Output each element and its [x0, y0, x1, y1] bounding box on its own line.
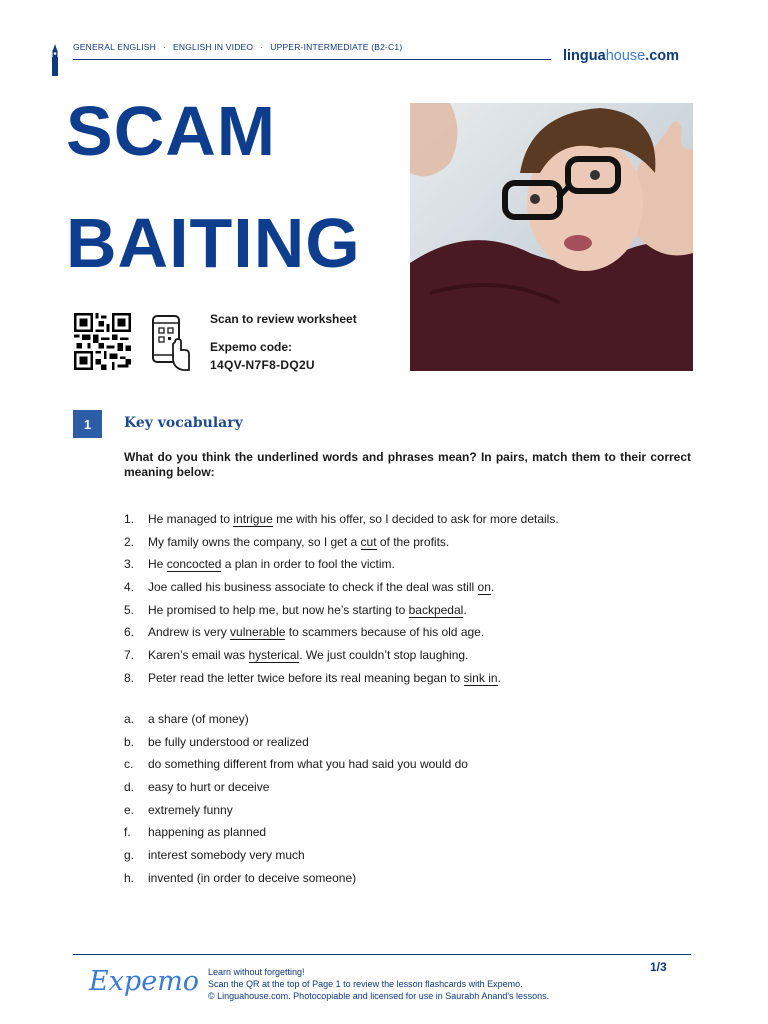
section-number-badge: 1 — [73, 410, 102, 438]
sentence-text: He promised to help me, but now he’s starting to backpedal. — [148, 602, 467, 617]
item-number: 3. — [124, 557, 135, 572]
sentence-text: Joe called his business associate to check if the deal was still on. — [148, 580, 495, 595]
item-letter: a. — [124, 712, 135, 726]
item-number: 7. — [124, 648, 135, 663]
expemo-code-value: 14QV-N7F8-DQ2U — [210, 358, 315, 372]
item-number: 8. — [124, 670, 135, 685]
expemo-code-label: Expemo code: — [210, 340, 293, 354]
meaning-text: interest somebody very much — [148, 848, 305, 863]
underlined-term: cut — [360, 534, 377, 549]
qr-code-icon[interactable] — [73, 313, 132, 370]
header-divider — [73, 59, 551, 60]
sentence-text: Peter read the letter twice before its real meaning began to sink in. — [148, 670, 501, 685]
footer-tagline: Learn without forgetting! — [208, 967, 305, 977]
exercise-instructions: What do you think the underlined words and phrases mean? In pairs, match them to their correct meaning below: — [124, 450, 691, 479]
meaning-text: be fully understood or realized — [148, 734, 309, 749]
item-letter: e. — [124, 802, 135, 817]
item-letter: f. — [124, 825, 131, 840]
meaning-text: invented (in order to deceive someone) — [148, 870, 357, 885]
item-letter: d. — [124, 780, 135, 795]
meaning-text: a share (of money) — [148, 712, 249, 726]
scan-label: Scan to review worksheet — [210, 312, 357, 326]
meaning-text: happening as planned — [148, 825, 267, 840]
section-title: Key vocabulary — [124, 415, 243, 431]
item-number: 2. — [124, 534, 135, 549]
big-ben-icon — [50, 44, 60, 76]
hero-photo-art — [410, 103, 693, 371]
footer-scan-note: Scan the QR at the top of Page 1 to review the lesson flashcards with Expemo. — [208, 979, 523, 989]
brand-light: house — [605, 48, 646, 64]
brand-logo[interactable] — [563, 48, 679, 64]
crumb-separator: · — [163, 42, 167, 52]
sentence-text: He concocted a plan in order to fool the victim. — [148, 557, 395, 572]
sentence-text: Andrew is very vulnerable to scammers because of his old age. — [148, 625, 485, 640]
crumb-grade[interactable]: UPPER-INTERMEDIATE (B2-C1) — [270, 42, 403, 52]
underlined-term: concocted — [166, 557, 222, 572]
crumb-level[interactable]: GENERAL ENGLISH — [73, 42, 156, 52]
phone-scan-icon — [151, 314, 191, 372]
breadcrumb — [73, 42, 402, 52]
footer-text — [208, 966, 549, 1002]
underlined-term: intrigue — [233, 512, 273, 526]
page-title-line2: BAITING — [66, 204, 361, 282]
footer-copyright: © Linguahouse.com. Photocopiable and licensed for use in Saurabh Anand's lessons. — [208, 991, 550, 1001]
item-letter: b. — [124, 734, 135, 749]
item-number: 1. — [124, 512, 135, 526]
item-number: 6. — [124, 625, 135, 640]
sentence-text: My family owns the company, so I get a cut of the profits. — [148, 534, 450, 549]
item-letter: c. — [124, 757, 134, 772]
brand-bold: lingua — [563, 48, 606, 64]
expemo-logo[interactable]: Expemo — [89, 966, 200, 997]
meaning-text: easy to hurt or deceive — [148, 780, 270, 795]
meaning-text: extremely funny — [148, 802, 233, 817]
page-number: 1/3 — [650, 960, 667, 974]
crumb-separator: · — [260, 42, 264, 52]
underlined-term: on — [477, 580, 491, 595]
item-number: 4. — [124, 580, 135, 595]
meaning-text: do something different from what you had said you would do — [148, 757, 468, 772]
page-title-line1: SCAM — [66, 92, 277, 170]
underlined-term: sink in — [463, 670, 498, 685]
sentence-text: He managed to intrigue me with his offer, so I decided to ask for more details. — [148, 512, 559, 526]
underlined-term: backpedal — [408, 602, 464, 617]
sentence-text: Karen’s email was hysterical. We just couldn’t stop laughing. — [148, 648, 469, 663]
item-letter: g. — [124, 848, 135, 863]
brand-suffix: .com — [645, 48, 680, 64]
footer-divider — [73, 954, 691, 955]
underlined-term: hysterical — [248, 648, 300, 663]
item-number: 5. — [124, 602, 135, 617]
item-letter: h. — [124, 870, 135, 885]
underlined-term: vulnerable — [230, 625, 286, 640]
hero-photo — [410, 103, 693, 371]
crumb-series[interactable]: ENGLISH IN VIDEO — [173, 42, 254, 52]
